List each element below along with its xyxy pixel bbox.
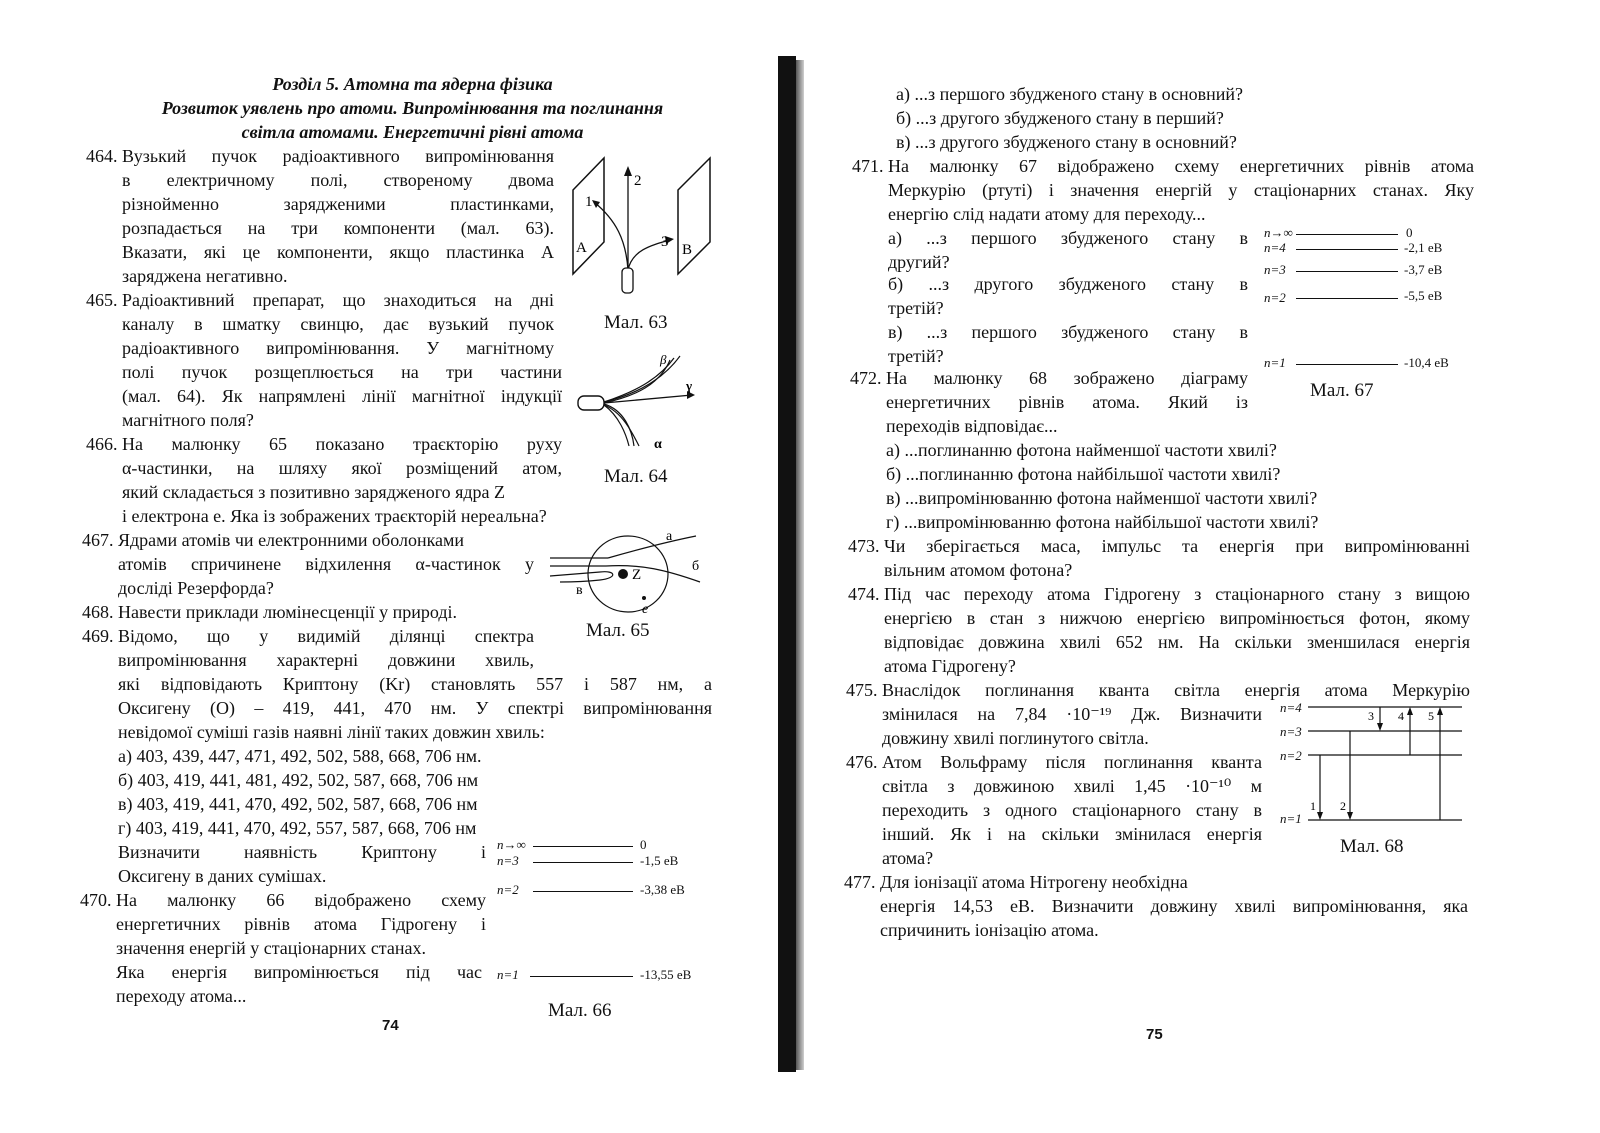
fig68-transition-1: 1	[1310, 799, 1316, 813]
figure-64-diagram	[574, 350, 714, 460]
problem-471-option: третій?	[888, 346, 944, 366]
problem-472-line: На малюнку 68 зображено діаграму	[886, 368, 1248, 388]
problem-469-option: г) 403, 419, 441, 470, 492, 557, 587, 668, 706 нм	[118, 818, 477, 838]
figure-68-diagram	[1306, 698, 1466, 828]
problem-469-option: в) 403, 419, 441, 470, 492, 502, 587, 668, 706 нм	[118, 794, 478, 814]
problem-471-line: Меркурію (ртуті) і значення енергій у стаціонарних станах. Яку	[888, 180, 1474, 200]
problem-476-line: переходить з одного стаціонарного стану в	[882, 800, 1262, 820]
problem-465-line: каналу в шматку свинцю, дає вузький пучок	[122, 314, 554, 334]
fig68-transition-2: 2	[1340, 799, 1346, 813]
problem-464-line: розпадається на три компоненти (мал. 63).	[122, 218, 554, 238]
problem-number: 467.	[82, 530, 114, 550]
problem-471-line: На малюнку 67 відображено схему енергетичних рівнів атома	[888, 156, 1474, 176]
fig64-label-beta: β	[660, 352, 667, 367]
problem-476-line: атома?	[882, 848, 934, 868]
problem-472-option: б) ...поглинанню фотона найбільшої частоти хвилі?	[886, 464, 1281, 484]
problem-465-line: полі пучок розщеплюється на три частини	[122, 362, 562, 382]
problem-474-line: Під час переходу атома Гідрогену з стаціонарного стану з вищою	[884, 584, 1470, 604]
fig63-label-2: 2	[634, 173, 642, 189]
problem-467-line: атомів спричинене відхилення α-частинок у	[118, 554, 534, 574]
figure-68-caption: Мал. 68	[1340, 836, 1404, 857]
fig68-transition-3: 3	[1368, 709, 1374, 723]
problem-467-line: Ядрами атомів чи електронними оболонками	[118, 530, 465, 550]
problem-471-option: другий?	[888, 252, 950, 272]
fig67-level-energy: -5,5 eB	[1404, 288, 1443, 303]
fig68-level-label: n=4	[1280, 700, 1302, 715]
page-number: 75	[1146, 1026, 1163, 1043]
problem-474-line: енергією в стан з нижчою енергією випромінюється фотон, якому	[884, 608, 1470, 628]
problem-473-line: Чи зберігається маса, імпульс та енергія при випромінюванні	[884, 536, 1470, 556]
problem-number: 471.	[852, 156, 884, 176]
problem-469-line: Визначити наявність Криптону і	[118, 842, 486, 862]
problem-475-line: довжину хвилі поглинутого світла.	[882, 728, 1149, 748]
fig67-level-energy: -2,1 eB	[1404, 240, 1443, 255]
problem-number: 470.	[80, 890, 112, 910]
problem-469-option: а) 403, 439, 447, 471, 492, 502, 588, 668, 706 нм.	[118, 746, 482, 766]
fig66-level-label: n=1	[497, 967, 519, 982]
fig67-level-line	[1296, 249, 1398, 250]
problem-464-line: Вузький пучок радіоактивного випромінювання	[122, 146, 554, 166]
figure-67-caption: Мал. 67	[1310, 380, 1374, 401]
problem-number: 464.	[86, 146, 118, 166]
left-page	[0, 0, 780, 1133]
fig67-level-energy: -3,7 eB	[1404, 262, 1443, 277]
fig65-label-a: а	[666, 529, 673, 544]
fig66-level-line	[533, 846, 633, 847]
fig67-level-label: n=4	[1264, 240, 1286, 255]
fig66-level-line	[533, 891, 633, 892]
problem-469-line: невідомої суміші газів наявні лінії таких довжин хвиль:	[118, 722, 545, 742]
section-subtitle-line-2: світла атомами. Енергетичні рівні атома	[241, 122, 584, 142]
page-number: 74	[382, 1017, 399, 1034]
fig63-label-b: B	[682, 242, 693, 258]
problem-469-line: Оксигену (О) – 419, 441, 470 нм. У спектрі випромінювання	[118, 698, 712, 718]
problem-number: 475.	[846, 680, 878, 700]
problem-number: 476.	[846, 752, 878, 772]
problem-464-line: різнойменно зарядженими пластинками,	[122, 194, 554, 214]
problem-471-option: а) ...з першого збудженого стану в	[888, 228, 1248, 248]
problem-475-line: змінилася на 7,84 ·10⁻¹⁹ Дж. Визначити	[882, 704, 1262, 724]
problem-466-line: α-частинки, на шляху якої розміщений атом,	[122, 458, 562, 478]
fig66-level-line	[533, 862, 633, 863]
fig67-level-label: n=2	[1264, 290, 1286, 305]
problem-476-line: світла з довжиною хвилі 1,45 ·10⁻¹⁰ м	[882, 776, 1262, 796]
problem-470-line: значення енергій у стаціонарних станах.	[116, 938, 426, 958]
problem-470-line: переходу атома...	[116, 986, 247, 1006]
problem-465-line: Радіоактивний препарат, що знаходиться на дні	[122, 290, 554, 310]
fig67-level-label: n→∞	[1264, 225, 1293, 240]
problem-470-line: Яка енергія випромінюється під час	[116, 962, 482, 982]
fig66-level-energy: -1,5 eB	[640, 853, 679, 868]
problem-469-line: Оксигену в даних сумішах.	[118, 866, 327, 886]
problem-476-line: інший. Як і на скільки змінилася енергія	[882, 824, 1262, 844]
figure-63-caption: Мал. 63	[604, 312, 668, 333]
problem-number: 477.	[844, 872, 876, 892]
problem-470-option: б) ...з другого збудженого стану в перший?	[896, 108, 1224, 128]
figure-66-caption: Мал. 66	[548, 1000, 612, 1021]
book-binding	[778, 56, 796, 1072]
problem-471-option: б) ...з другого збудженого стану в	[888, 274, 1248, 294]
problem-475-line: Внаслідок поглинання кванта світла енергія атома Меркурію	[882, 680, 1470, 700]
fig67-level-line	[1296, 364, 1398, 365]
fig66-level-label: n→∞	[497, 837, 526, 852]
problem-471-option: в) ...з першого збудженого стану в	[888, 322, 1248, 342]
problem-number: 468.	[82, 602, 114, 622]
problem-number: 472.	[850, 368, 882, 388]
problem-469-line: випромінювання характерні довжини хвиль,	[118, 650, 534, 670]
problem-469-option: б) 403, 419, 441, 481, 492, 502, 587, 668, 706 нм	[118, 770, 479, 790]
fig66-level-energy: 0	[640, 837, 647, 852]
problem-472-option: в) ...випромінюванню фотона найменшої частоти хвилі?	[886, 488, 1318, 508]
problem-470-line: енергетичних рівнів атома Гідрогену і	[116, 914, 486, 934]
problem-472-option: а) ...поглинанню фотона найменшої частоти хвилі?	[886, 440, 1277, 460]
fig67-level-label: n=3	[1264, 262, 1286, 277]
problem-466-line: який складається з позитивно зарядженого ядра Z	[122, 482, 506, 502]
problem-472-line: переходів відповідає...	[886, 416, 1058, 436]
fig65-label-b: б	[692, 559, 700, 574]
problem-470-option: в) ...з другого збудженого стану в основний?	[896, 132, 1237, 152]
fig64-label-alpha: α	[654, 437, 662, 452]
problem-472-option: г) ...випромінюванню фотона найбільшої частоти хвилі?	[886, 512, 1319, 532]
problem-472-line: енергетичних рівнів атома. Який із	[886, 392, 1248, 412]
fig66-level-label: n=2	[497, 882, 519, 897]
problem-number: 469.	[82, 626, 114, 646]
problem-467-line: досліді Резерфорда?	[118, 578, 274, 598]
fig67-level-line	[1296, 298, 1398, 299]
fig63-label-a: A	[576, 240, 587, 256]
fig66-level-energy: -3,38 eB	[640, 882, 685, 897]
section-subtitle-line-1: Розвиток уявлень про атоми. Випромінювання та поглинання	[161, 98, 664, 118]
fig67-level-label: n=1	[1264, 355, 1286, 370]
figure-65-diagram	[546, 520, 716, 620]
problem-477-line: спричинить іонізацію атома.	[880, 920, 1099, 940]
problem-469-line: Відомо, що у видимій ділянці спектра	[118, 626, 534, 646]
fig68-transition-5: 5	[1428, 709, 1434, 723]
problem-476-line: Атом Вольфраму після поглинання кванта	[882, 752, 1262, 772]
fig63-label-1: 1	[585, 194, 593, 210]
problem-466-line: На малюнку 65 показано траєкторію руху	[122, 434, 562, 454]
problem-469-line: які відповідають Криптону (Kr) становлять 557 і 587 нм, а	[118, 674, 712, 694]
fig67-level-line	[1296, 271, 1398, 272]
problem-465-line: (мал. 64). Як напрямлені лінії магнітної індукції	[122, 386, 562, 406]
fig64-label-gamma: γ	[686, 378, 693, 393]
problem-number: 465.	[86, 290, 118, 310]
fig65-label-e: e	[642, 602, 649, 617]
problem-474-line: атома Гідрогену?	[884, 656, 1016, 676]
problem-466-line: і електрона e. Яка із зображених траєкторій нереальна?	[122, 506, 547, 526]
fig67-level-line	[1296, 234, 1398, 235]
problem-470-option: а) ...з першого збудженого стану в основний?	[896, 84, 1244, 104]
problem-477-line: Для іонізації атома Нітрогену необхідна	[880, 872, 1188, 892]
problem-464-line: в електричному полі, створеному двома	[122, 170, 554, 190]
problem-465-line: магнітного поля?	[122, 410, 254, 430]
fig65-label-z: Z	[632, 567, 642, 583]
section-title: Розділ 5. Атомна та ядерна фізика	[272, 74, 553, 94]
fig67-level-energy: 0	[1406, 225, 1413, 240]
problem-471-line: енергію слід надати атому для переходу...	[888, 204, 1206, 224]
right-page	[800, 0, 1600, 1133]
fig68-level-label: n=1	[1280, 811, 1302, 826]
fig68-level-label: n=3	[1280, 724, 1302, 739]
figure-63-diagram	[568, 150, 718, 300]
problem-471-option: третій?	[888, 298, 944, 318]
fig65-label-v: в	[576, 583, 583, 598]
fig68-transition-4: 4	[1398, 709, 1404, 723]
problem-464-line: Вказати, які це компоненти, якщо пластинка А	[122, 242, 554, 262]
fig66-level-energy: -13,55 eB	[640, 967, 692, 982]
problem-470-line: На малюнку 66 відображено схему	[116, 890, 486, 910]
problem-number: 473.	[848, 536, 880, 556]
figure-65-caption: Мал. 65	[586, 620, 650, 641]
problem-474-line: відповідає довжина хвилі 652 нм. На скільки зменшилася енергія	[884, 632, 1470, 652]
fig66-level-label: n=3	[497, 853, 519, 868]
fig67-level-energy: -10,4 eB	[1404, 355, 1449, 370]
figure-64-caption: Мал. 64	[604, 466, 668, 487]
problem-468-line: Навести приклади люмінесценції у природі.	[118, 602, 458, 622]
problem-number: 466.	[86, 434, 118, 454]
problem-473-line: вільним атомом фотона?	[884, 560, 1073, 580]
fig68-level-label: n=2	[1280, 748, 1302, 763]
problem-464-line: заряджена негативно.	[122, 266, 288, 286]
fig66-level-line	[530, 976, 633, 977]
fig63-label-3: 3	[661, 234, 669, 250]
problem-465-line: радіоактивного випромінювання. У магнітному	[122, 338, 554, 358]
problem-number: 474.	[848, 584, 880, 604]
problem-477-line: енергія 14,53 еВ. Визначити довжину хвилі випромінювання, яка	[880, 896, 1468, 916]
